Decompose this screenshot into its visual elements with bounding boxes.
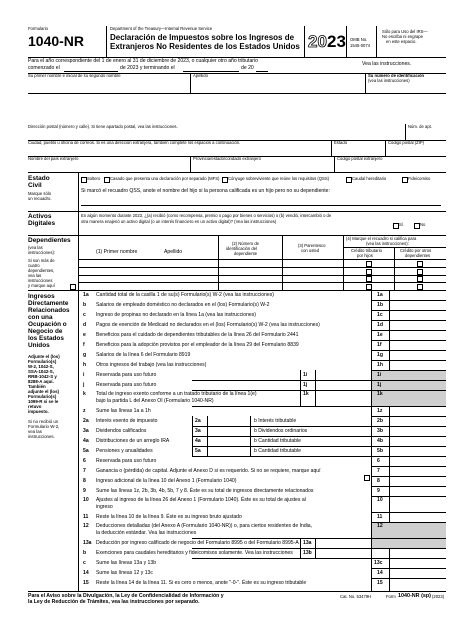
footer-form-year: (2023) — [432, 594, 445, 599]
tax-period-year-label: de 20 — [241, 65, 254, 71]
mid-box-label: 1k — [303, 391, 309, 397]
qss-child-note: Si marcó el recuadro QSS, anote el nombre del hijo si la persona calificada es un hijo pero no su dependiente: — [81, 188, 330, 194]
rule — [28, 172, 446, 173]
department: Department of the Treasury—Internal Revenue Service — [110, 26, 213, 31]
rule — [28, 290, 446, 291]
line-description: Reservada para uso futuro — [96, 371, 157, 378]
form-number: 1040-NR — [28, 33, 85, 49]
mid-box-rule — [192, 446, 193, 456]
line-number: 4a — [83, 437, 89, 444]
line-number: k — [83, 391, 86, 397]
line-description: Dividendos calificados — [96, 427, 147, 434]
amount-field[interactable] — [390, 417, 446, 426]
rule — [385, 140, 386, 156]
amount-field[interactable] — [390, 391, 446, 406]
dependents-subheading: instrucciones): — [28, 250, 55, 255]
amount-field[interactable] — [390, 341, 446, 350]
amount-field[interactable] — [390, 579, 446, 590]
mid-box-label: 2a — [195, 417, 201, 424]
amount-box-label: 1j — [377, 381, 382, 388]
mid-box-label: 13a — [303, 539, 312, 546]
income-section-heading: Relacionados — [28, 307, 70, 314]
address-field[interactable] — [28, 130, 405, 139]
dependent-row[interactable] — [78, 259, 446, 267]
amount-box-label: 1e — [377, 331, 383, 338]
attach-forms-note: SSA-1042-S, — [28, 369, 54, 374]
attach-forms-note: retuvo — [28, 404, 42, 409]
line-number: 2a — [83, 417, 89, 424]
omb-number: 1545-0074 — [350, 43, 371, 48]
dependent-col-credit: (vea las instrucciones): — [366, 241, 409, 246]
no-w2-note: vea las — [28, 429, 42, 434]
rule — [190, 73, 191, 93]
tax-period-start-label: comenzado el — [28, 65, 60, 71]
line-description: Deducciones detalladas (del Anexo A (Formulario 1040-NR)) o, para ciertos residentes de India, — [96, 523, 313, 529]
dependent-col-last-name: Apellido — [164, 249, 183, 255]
amount-field[interactable] — [390, 311, 446, 320]
mid-amount-field[interactable] — [208, 447, 250, 456]
apt-field[interactable] — [407, 130, 446, 139]
mid-box-rule — [192, 436, 193, 446]
line-description: Sume las líneas 1a a 1h — [96, 407, 151, 414]
amount-box-label: 11 — [377, 513, 383, 520]
dependents-heading: Dependientes — [28, 237, 71, 244]
tax-year-prefix: 20 — [308, 32, 327, 51]
line-number: c — [83, 311, 86, 318]
foreign-country-label: Nombre del país extranjero — [28, 156, 79, 161]
dependents-note: vea las — [28, 273, 42, 278]
shaded-amount-cell — [372, 539, 446, 549]
line-description: b Cantidad tributable — [254, 437, 302, 444]
line-description: bajo la partida L del Anexo OI (Formulario 1040-NR) — [96, 397, 214, 404]
attach-forms-note: adjunte el (los) — [28, 389, 59, 394]
filing-status-instruction: Marque sólo — [28, 191, 52, 196]
dependent-row[interactable] — [78, 267, 446, 275]
amount-box-label: 12 — [377, 523, 383, 529]
line-number: b — [83, 549, 87, 556]
city-field[interactable] — [28, 146, 328, 155]
mid-box-rule — [192, 426, 193, 436]
attach-forms-note: RRB-1042-S y — [28, 374, 57, 379]
line-description: Pagos de exención de Medicaid no declarados en el (los) Formulario(s) W-2 (vea las instrucciones) — [96, 321, 320, 328]
income-section-heading: Negocio de — [28, 328, 63, 335]
line-number: c — [83, 559, 86, 566]
dependent-col-ssn: dependiente — [234, 251, 258, 256]
qss-child-name-field[interactable] — [81, 205, 441, 206]
attach-forms-note: 1099-R si se le — [28, 399, 59, 404]
irs-use-note: No escriba ni engrape — [382, 34, 423, 39]
footer-form-name: 1040-NR (sp) — [398, 593, 431, 599]
rule — [78, 290, 79, 591]
dependents-note: instrucciones — [28, 278, 53, 283]
line-number: i — [83, 371, 85, 378]
line-description: Otros ingresos del trabajo (vea las instrucciones) — [96, 361, 207, 368]
digital-yes-label: Sí — [399, 222, 403, 227]
line-description: Exenciones para caudales hereditarios y fideicomisos solamente. Vea las instrucciones — [96, 549, 293, 556]
rule — [334, 156, 335, 172]
digital-assets-heading: Activos — [28, 213, 52, 220]
omb-divider — [346, 26, 347, 57]
form-label: Formulario — [28, 26, 49, 31]
amount-box-label: 9 — [377, 487, 380, 494]
zip-field[interactable] — [387, 146, 446, 155]
income-section-heading: Directamente — [28, 300, 69, 307]
apt-label: Núm. de apt. — [408, 124, 432, 129]
mid-box-rule — [250, 436, 251, 446]
foreign-province-label: Provincia/estado/condado extranjero — [193, 156, 261, 161]
foreign-province-field[interactable] — [192, 162, 333, 171]
dependents-note: Si son más de — [28, 258, 55, 263]
line-description: Salarios de la línea 6 del Formulario 8919 — [96, 351, 191, 358]
line-description: Ganancia o (pérdida) de capital. Adjunte el Anexo D si es requerido. Si no se requiere, marque aquí — [96, 467, 321, 474]
mid-amount-field[interactable] — [316, 371, 370, 380]
mid-box-label: 13b — [303, 549, 312, 556]
line-number: b — [83, 301, 87, 308]
period-end-year-field[interactable] — [256, 71, 268, 72]
dependent-col-child-credit: Crédito tributario — [351, 248, 382, 253]
period-end-field[interactable] — [183, 71, 239, 72]
mid-box-rule — [300, 548, 301, 558]
rule — [365, 73, 366, 93]
mid-box-rule — [371, 538, 372, 548]
line-description: Distribuciones de un arreglo IRA — [96, 437, 170, 444]
amount-field[interactable] — [390, 457, 446, 466]
tax-period-end-label: de 2023 y terminando el — [120, 65, 175, 71]
attach-forms-note: Formulario(s) — [28, 359, 57, 364]
line-number: 5a — [83, 447, 89, 454]
rule — [190, 156, 191, 172]
line-description: ingreso — [96, 503, 113, 510]
line-description: Salarios de empleado doméstico no declarados en el (los) Formulario(s) W-2 — [96, 301, 270, 308]
foreign-postal-label: Código postal extranjero — [337, 156, 383, 161]
filing-status-heading: Civil — [28, 182, 42, 189]
digital-assets-question: En algún momento durante 2023, ¿(a) recibió (como recompensa, premio o pago por bienes o servicios) o (b) vendió, intercambió o de — [81, 213, 332, 218]
line-description: Sume las líneas 13a y 13b — [96, 559, 157, 566]
income-section-heading: los Estados — [28, 335, 64, 342]
mid-box-rule — [250, 446, 251, 456]
header-divider — [106, 26, 107, 57]
amount-box-label: 1h — [377, 361, 383, 368]
amount-box-label: 8 — [377, 477, 380, 484]
line-number: e — [83, 331, 86, 338]
amount-box-label: 2b — [377, 417, 383, 424]
tax-period-text: Para el año correspondiente del 1 de enero al 31 de diciembre de 2023, o cualquier otro año tributario — [28, 58, 258, 64]
rule — [28, 591, 446, 592]
capital-gain-checkbox[interactable] — [364, 475, 370, 481]
amount-field[interactable] — [390, 361, 446, 370]
omb-label: OMB No. — [350, 37, 368, 42]
amount-field[interactable] — [390, 487, 446, 496]
line-number: 8 — [83, 477, 86, 484]
amount-box-label: 1i — [377, 371, 382, 378]
mid-box-rule — [300, 380, 301, 390]
attach-forms-note: 8288-A aquí. — [28, 379, 54, 384]
mid-box-rule — [300, 538, 301, 548]
line-number: j — [83, 381, 85, 388]
line-description: Reservada para uso futuro — [96, 457, 157, 464]
amount-box-label: 3b — [377, 427, 383, 434]
line-description: Sume las líneas 1z, 2b, 3b, 4b, 5b, 7 y 8. Éste es su total de ingresos directamente relacionados — [96, 487, 314, 494]
income-section-heading: Ingresos — [28, 293, 55, 300]
privacy-notice: la Ley de Reducción de Trámites, vea las instrucciones por separado. — [28, 599, 200, 605]
line-description: b Cantidad tributable — [254, 447, 302, 454]
mid-box-rule — [300, 370, 301, 380]
amount-field[interactable] — [390, 477, 446, 486]
mid-box-rule — [250, 416, 251, 426]
dependent-col-relationship: con usted — [301, 248, 320, 253]
address-label: Dirección postal (número y calle). Si tiene apartado postal, vea las instrucciones. — [28, 124, 178, 129]
id-number-label: Su número de identificación — [368, 73, 425, 78]
dependent-col-other-credit: dependientes — [405, 253, 431, 258]
first-name-label: Su primer nombre e inicial de su segundo nombre — [28, 73, 121, 78]
line-number: 12 — [83, 523, 89, 529]
amount-box-label: 15 — [377, 579, 383, 586]
mid-amount-field[interactable] — [316, 539, 360, 548]
attach-forms-note: W-2, 1042-S, — [28, 364, 54, 369]
rule — [405, 124, 406, 140]
line-number: 7 — [83, 467, 86, 474]
filing-status-instruction: un recuadro. — [28, 196, 52, 201]
line-number: 13a — [83, 539, 92, 546]
amount-box-label: 13c — [374, 559, 383, 566]
line-description: b Interés tributable — [254, 417, 297, 424]
no-w2-note: Formulario W-2, — [28, 424, 60, 429]
amount-box-label: 14 — [377, 569, 383, 576]
line-number: 10 — [83, 497, 89, 503]
period-start-field[interactable] — [64, 71, 118, 72]
attach-forms-note: impuesto. — [28, 409, 49, 414]
dependent-col-ssn: identificación del — [226, 246, 257, 251]
mid-box-label: 3a — [195, 427, 201, 434]
amount-box-label: 7 — [377, 467, 380, 474]
dependents-note: cuatro — [28, 263, 40, 268]
dependents-note: y marque aquí — [28, 283, 55, 288]
income-section-heading: con una — [28, 314, 53, 321]
amount-box-label: 1d — [377, 321, 383, 328]
amount-box-label: 6 — [377, 457, 380, 464]
dependent-row[interactable] — [78, 282, 446, 290]
amount-field[interactable] — [390, 447, 446, 456]
line-number: 11 — [83, 513, 89, 520]
mid-box-rule — [371, 548, 372, 558]
mid-box-rule — [250, 426, 251, 436]
catalog-number: Cat. No. 53479H — [340, 594, 372, 599]
amount-field[interactable] — [390, 559, 446, 568]
line-description: Ingreso de propinas no declarado en la línea 1a (vea las instrucciones) — [96, 311, 256, 318]
qss-label: Cónyuge sobreviviente que reúne los requisitos (QSS) — [228, 176, 330, 181]
line-description: Reservada para uso futuro — [96, 381, 157, 388]
last-name-field[interactable] — [192, 79, 364, 92]
amount-field[interactable] — [390, 569, 446, 578]
irs-divider — [376, 26, 377, 57]
mid-box-label: 1j — [303, 381, 308, 388]
foreign-country-field[interactable] — [28, 162, 190, 171]
dependents-note: dependientes, — [28, 268, 55, 273]
year-divider — [304, 26, 305, 57]
amount-field[interactable] — [390, 291, 446, 300]
line-number: h — [83, 361, 87, 368]
no-w2-note: Si no recibió un — [28, 419, 59, 424]
amount-field[interactable] — [390, 351, 446, 360]
estate-label: Caudal hereditario — [352, 176, 387, 181]
mid-amount-field[interactable] — [208, 417, 250, 426]
dependents-subheading: (vea las — [28, 245, 43, 250]
amount-field[interactable] — [390, 523, 446, 538]
id-number-field[interactable] — [368, 84, 446, 93]
form-title-line1: Declaración de Impuestos sobre los Ingresos de — [110, 33, 295, 42]
mfs-label: Casado que presenta una declaración por separado (MFS) — [110, 176, 220, 181]
dependent-col-ssn: (2) Número de — [232, 241, 259, 246]
line-number: z — [83, 407, 86, 414]
amount-field[interactable] — [390, 331, 446, 340]
line-description: Reste la línea 10 de la línea 9. Éste es su ingreso bruto ajustado — [96, 513, 242, 520]
mid-amount-field[interactable] — [208, 437, 250, 446]
mid-box-label: 5a — [195, 447, 201, 454]
form-title-line2: Extranjeros No Residentes de los Estados Unidos — [110, 42, 300, 51]
line-description: Ajustes al ingreso de la línea 26 del Anexo 1 (Formulario 1040). Éste es su total de ajustes al — [96, 497, 306, 503]
first-name-field[interactable] — [28, 79, 190, 92]
attach-forms-note: Formulario(s) — [28, 394, 57, 399]
amount-field[interactable] — [390, 381, 446, 390]
line-number: d — [83, 321, 87, 328]
mid-amount-field[interactable] — [316, 381, 370, 390]
dependent-col-child-credit: por hijos — [357, 253, 373, 258]
amount-box-label: 10 — [377, 497, 383, 503]
line-description: Deducción por ingreso calificado de negocio del Formulario 8995 o del Formulario 8995-A — [96, 539, 299, 546]
trust-label: Fideicomiso — [408, 176, 431, 181]
foreign-postal-field[interactable] — [336, 162, 446, 171]
dependent-col-other-credit: Crédito por otros — [400, 248, 432, 253]
see-instructions-note: Vea las instrucciones. — [362, 61, 412, 67]
dependent-col-relationship: (3) Parentesco — [298, 243, 326, 248]
dependent-col-first-name: (1) Primer nombre — [96, 249, 138, 255]
amount-field[interactable] — [390, 427, 446, 436]
mid-amount-field[interactable] — [316, 549, 360, 558]
amount-box-label: 1g — [377, 351, 383, 358]
amount-box-label: 4b — [377, 437, 383, 444]
amount-field[interactable] — [390, 321, 446, 330]
amount-field[interactable] — [390, 467, 446, 476]
line-description: la deducción estándar. Vea las instrucciones — [96, 529, 197, 536]
mid-amount-field[interactable] — [208, 427, 250, 436]
state-field[interactable] — [333, 146, 383, 155]
city-label: Ciudad, pueblo u oficina de correos. Si es una dirección extranjera, también complete los espacios a continuación. — [28, 140, 241, 145]
line-number: 14 — [83, 569, 89, 576]
amount-field[interactable] — [390, 407, 446, 416]
line-description: Total de ingreso exento conforme a un tratado tributario de la línea 1(e) — [96, 391, 257, 397]
rule — [331, 140, 332, 156]
amount-box-label: 1c — [377, 311, 383, 318]
irs-use-note: Sólo para Uso del IRS— — [382, 29, 428, 34]
amount-box-label: 1a — [377, 291, 383, 298]
mid-box-rule — [300, 390, 301, 406]
mid-amount-field[interactable] — [316, 391, 370, 406]
irs-use-note: en este espacio. — [386, 39, 417, 44]
dependent-col-credit: (4) Marque el recuadro si califica para — [346, 236, 417, 241]
digital-assets-question: otra manera enajenó un activo digital (o un interés financiero en un activo digital)? (Vea las instrucciones) — [81, 219, 277, 224]
dependent-row[interactable] — [78, 275, 446, 283]
rule — [78, 172, 79, 211]
amount-field[interactable] — [390, 437, 446, 446]
line-description: Reste la línea 14 de la línea 11. Si es cero o menos, anote "-0-". Éste es su ingreso tributable — [96, 579, 307, 586]
tax-year-suffix: 23 — [327, 32, 346, 51]
line-description: Beneficios para el cuidado de dependientes tributables de la línea 26 del Formulario 2441 — [96, 331, 299, 338]
line-number: f — [83, 341, 85, 348]
id-number-sublabel: (vea las instrucciones) — [368, 78, 410, 83]
attach-forms-note: También — [28, 384, 46, 389]
line-description: b Dividendos ordinarios — [254, 427, 308, 434]
amount-box-label: 5b — [377, 447, 383, 454]
amount-box-label: 1b — [377, 301, 383, 308]
no-w2-note: instrucciones. — [28, 434, 55, 439]
income-section-heading: Ocupación o — [28, 321, 67, 328]
line-number: 3a — [83, 427, 89, 434]
mid-box-label: 4a — [195, 437, 201, 444]
single-label: Soltero — [87, 176, 101, 181]
income-section-heading: Unidos — [28, 342, 50, 349]
line-description: Sume las líneas 12 y 13c — [96, 569, 153, 576]
zip-label: Código postal (ZIP) — [388, 140, 425, 145]
line-description: Pensiones y anualidades — [96, 447, 153, 454]
attach-forms-note: Adjunte el (los) — [28, 354, 60, 359]
rule — [78, 211, 79, 235]
line-number: 15 — [83, 579, 89, 586]
amount-field[interactable] — [390, 301, 446, 310]
line-number: 9 — [83, 487, 86, 494]
digital-assets-heading: Digitales — [28, 220, 56, 227]
last-name-label: Apellido — [193, 73, 208, 78]
line-number: 1a — [83, 291, 89, 298]
amount-field[interactable] — [390, 497, 446, 512]
privacy-notice: Para el Aviso sobre la Divulgación, la Ley de Confidencialidad de Información y — [28, 593, 224, 599]
line-description: Beneficios para la adopción provistos por el empleador de la línea 29 del Formulario 8839 — [96, 341, 299, 348]
filing-status-heading: Estado — [28, 175, 50, 182]
line-description: Ingreso adicional de la línea 10 del Anexo 1 (Formulario 1040) — [96, 477, 237, 484]
rule — [28, 211, 446, 212]
line-number: 6 — [83, 457, 86, 464]
line-number: g — [83, 351, 87, 358]
state-label: Estado — [334, 140, 348, 145]
amount-field[interactable] — [390, 513, 446, 522]
amount-field[interactable] — [390, 371, 446, 380]
mid-box-rule — [192, 416, 193, 426]
digital-no-label: No — [420, 222, 426, 227]
amount-box-label: 1k — [377, 391, 383, 397]
mid-box-label: 1i — [303, 371, 308, 378]
line-description: Interés exento de impuesto — [96, 417, 158, 424]
rule — [28, 93, 446, 94]
line-description: Cantidad total de la casilla 1 de su(s) Formulario(s) W-2 (vea las instrucciones) — [96, 291, 274, 298]
amount-box-label: 1z — [377, 407, 383, 414]
footer-form-prefix: Form — [386, 594, 396, 599]
amount-box-label: 1f — [377, 341, 382, 348]
